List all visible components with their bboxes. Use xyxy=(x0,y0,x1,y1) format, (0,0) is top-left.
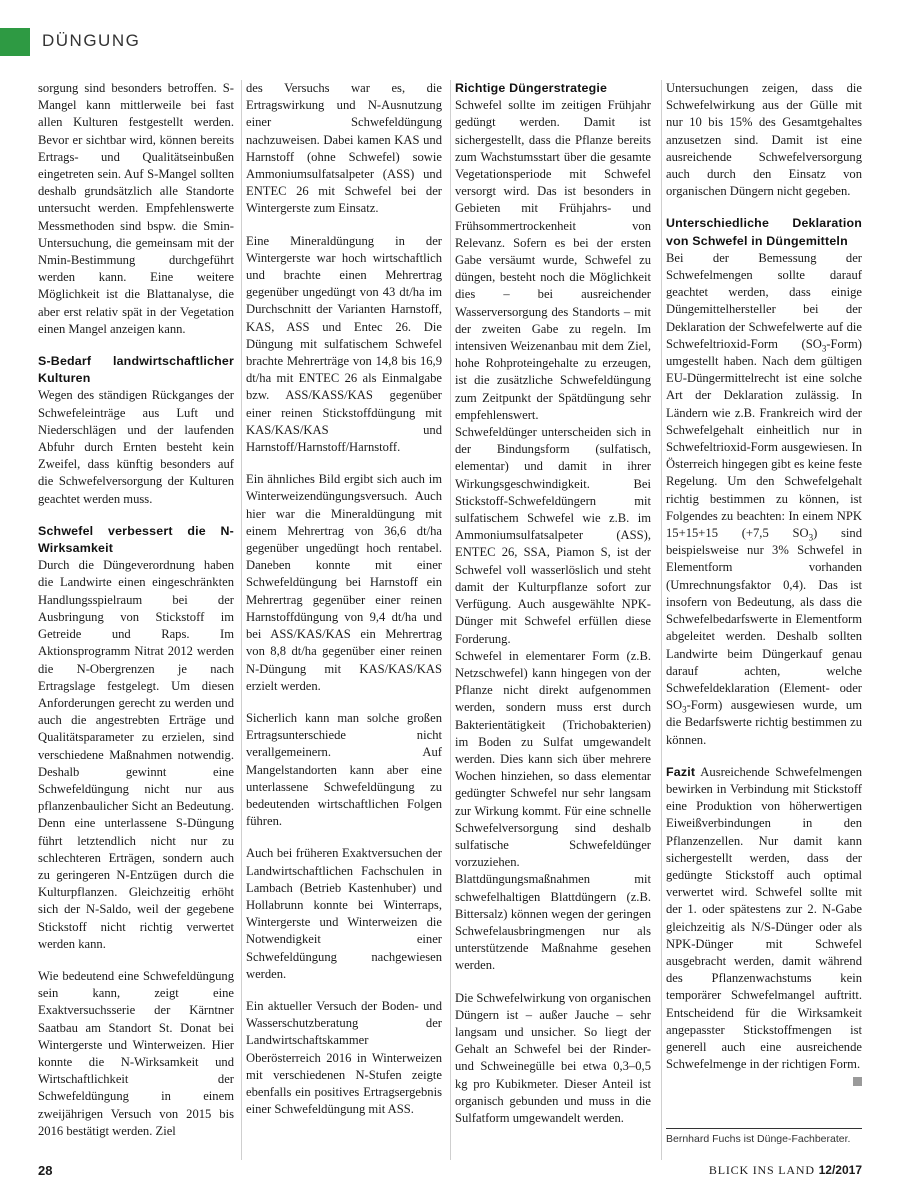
paragraph xyxy=(38,523,234,953)
paragraph-text: Bei der Bemessung der Schwefelmengen sollte darauf geachtet werden, dass einige Düngemittelhersteller bei der Deklaration der Schwefelwerte auf die Schwefeltrioxid-Form (SO xyxy=(666,250,862,351)
page-number: 28 xyxy=(38,1163,53,1178)
paragraph: Ein aktueller Versuch der Boden- und Wasserschutzberatung der Landwirtschaftskammer Oberösterreich 2016 in Winterweizen mit verschiedenen N-Stufen zeigte ebenfalls ein positives Ertragsergebnis einer Schwefeldüngung mit ASS. xyxy=(246,998,442,1117)
section-color-block xyxy=(0,28,30,56)
paragraph: sorgung sind besonders betroffen. S-Mangel kann mittlerweile bei fast allen Kulturen festgestellt werden. Bevor er sichtbar wird, können bereits Ertrags- und Qualitätseinbußen eingetreten sein. Auf S-Mangel sollten deshalb grundsätzlich alle Standorte untersucht werden. Empfehlenswerte Messmethoden sind bspw. die Smin-Untersuchung, die gemeinsam mit der Nmin-Bestimmung durchgeführt werden kann. Eine weitere Möglichkeit ist die Blattanalyse, die aber erst relativ spät in der Vegetation einen Mangel anzeigen kann. xyxy=(38,81,234,336)
column-divider xyxy=(450,80,451,1160)
paragraph xyxy=(666,215,862,748)
paragraph: Untersuchungen zeigen, dass die Schwefelwirkung aus der Gülle mit nur 10 bis 15% des Gesamtgehaltes anzusetzen sind. Damit ist eine ausreichende Schwefelversorgung auch durch den Einsatz von organischen Düngern nicht gegeben. xyxy=(666,81,862,199)
subheading: Schwefel verbessert die N-Wirksamkeit xyxy=(38,523,234,556)
paragraph: Die Schwefelwirkung von organischen Düngern ist – außer Jauche – sehr langsam und unsicher. So liegt der Gehalt an Schwefel bei der Rinder- und Schweinegülle bei etwa 0,3–0,5 kg pro Kubikmeter. Dieser Anteil ist organisch gebunden und muss in die Sulfatform umgewandelt werden. xyxy=(455,990,651,1125)
paragraph: Eine Mineraldüngung in der Wintergerste war hoch wirtschaftlich und brachte einen Mehrertrag gegenüber ungedüngt von 43 dt/ha im Durchschnitt der Varianten Harnstoff, KAS, ASS und Entec 26. Die Düngung mit sulfatischem Schwefel brachte Mehrerträge von 14,8 bis 16,9 dt/ha mit ENTEC 26 als Einmalgabe bzw. ASS/KASS/KAS gegenüber einer reinen Stickstoffdüngung mit KAS/KAS/KAS und Harnstoff/Harnstoff/Harnstoff. xyxy=(246,233,442,455)
article-column-3 xyxy=(455,80,651,1127)
section-label: DÜNGUNG xyxy=(42,31,141,50)
end-of-article-icon xyxy=(853,1077,862,1086)
subheading: Unterschiedliche Deklaration von Schwefel in Düngemitteln xyxy=(666,216,862,248)
subscript: 3 xyxy=(821,343,827,354)
subheading: S-Bedarf landwirtschaftlicher Kulturen xyxy=(38,354,234,386)
paragraph xyxy=(666,764,862,1074)
subheading: Fazit xyxy=(666,764,696,779)
author-note: Bernhard Fuchs ist Dünge-Fachberater. xyxy=(666,1133,851,1145)
paragraph-text: ) sind beispielsweise nur 3% Schwefel in Elementform vorhanden (Umrechnungsfaktor 0,4). Das ist insofern von Bedeutung, als dass die Schwefelbedarfswerte in Elementform abgeleitet werden. Deshalb sollten Landwirte beim Düngerkauf genau darauf achten, welche Schwefeldeklaration (Element- oder SO xyxy=(666,526,862,713)
paragraph-text: Wegen des ständigen Rückganges der Schwefeleinträge aus Luft und Niederschlägen und der laufenden Abfuhr durch Ernten besteht kein Zweifel, dass künftig besonders auf die Schwefelversorgung der Kulturen geachtet werden muss. xyxy=(38,388,234,506)
paragraph: Ein ähnliches Bild ergibt sich auch im Winterweizendüngungsversuch. Auch hier war die Mineraldüngung mit einem Mehrertrag von 36,6 dt/ha gegenüber ungedüngt hoch rentabel. Daneben konnte mit einer Schwefeldüngung bei Harnstoff ein Mehrertrag gegenüber einer reinen Harnstoffdüngung von 9,4 dt/ha und bei ASS/KAS/KAS ein Mehrertrag von 8,8 dt/ha gegenüber einer reinen N-Düngung mit KAS/KAS/KAS erzielt werden. xyxy=(246,472,442,693)
magazine-name: BLICK INS LAND xyxy=(708,1163,815,1177)
paragraph-text: Ausreichende Schwefelmengen bewirken in Verbindung mit Stickstoff eine Produktion von höherwertigen Eiweißverbindungen in den Pflanzenzellen. Nur damit kann sichergestellt werden, dass der gedüngte Stickstoff auch optimal verwertet wird. Schwefel sollte mit der 1. oder spätestens zur 2. N-Gabe gleichzeitig als N/S-Dünger oder als NPK-Dünger mit Schwefel ausgebracht werden, damit während des Pflanzenwachstums kein temporärer Schwefelmangel auftritt. Entscheidend für die Wirksamkeit angepasster Stickstoffmengen ist generell auch eine ausreichende Schwefelmenge in der richtigen Form. xyxy=(666,764,862,1072)
column-divider xyxy=(661,80,662,1160)
article-column-4 xyxy=(666,80,862,1086)
paragraph xyxy=(38,353,234,508)
footnote-rule xyxy=(666,1128,862,1129)
subscript: 3 xyxy=(682,704,687,715)
paragraph: Sicherlich kann man solche großen Ertragsunterschiede nicht verallgemeinern. Auf Mangelstandorten kann aber eine unterlassene Schwefeldüngung zu bedeutenden wirtschaftlichen Folgen führen. xyxy=(246,710,442,829)
paragraph xyxy=(455,80,651,424)
paragraph-text: Durch die Düngeverordnung haben die Landwirte einen eingeschränkten Handlungsspielraum bei der Ausbringung von Stickstoff im Getreide und Raps. Im Aktionsprogramm Nitrat 2012 werden die N-Obergrenzen je nach Ertragslage festgelegt. Um diesen Anforderungen gerecht zu werden und auch die angestrebten Erträge und Qualitätsparameter zu erzielen, sind verschiedene Maßnahmen notwendig. Deshalb gewinnt eine Schwefeldüngung nicht nur aus pflanzenbaulicher Sicht an Bedeutung. Denn eine unterlassene S-Düngung führt letztendlich nicht nur zu schlechteren Erträgen, sondern auch zu geringeren N-Entzügen durch die Kulturpflanzen. Gleichzeitig erhöht sich der N-Saldo, weil der gegebene Stickstoff nicht richtig verwertet werden kann. xyxy=(38,558,234,951)
article-column-2 xyxy=(246,80,442,1118)
article-column-1 xyxy=(38,80,234,1140)
subscript: 3 xyxy=(808,532,814,543)
paragraph: Wie bedeutend eine Schwefeldüngung sein kann, zeigt eine Exaktversuchsserie der Kärntner Saatbau am Standort St. Donat bei Wintergerste und Winterweizen. Hier konnte die N-Wirksamkeit und Wirtschaftlichkeit der Schwefeldüngung in einem zweijährigen Versuch von 2015 bis 2016 bestätigt werden. Ziel xyxy=(38,968,234,1138)
paragraph: Schwefeldünger unterscheiden sich in der Bindungsform (sulfatisch, elementar) und damit in ihrer Wirkungsgeschwindigkeit. Bei Stickstoff-Schwefeldüngern mit sulfatischem Schwefel wie z.B. im Ammoniumsulfatsalpeter (ASS), ENTEC 26, SSA, Piamon S, ist der Schwefel voll wasserlöslich und steht damit der Kulturpflanze sofort zur Verfügung. Auch ausgewählte NPK-Dünger mit Schwefel erfüllen diese Forderung. xyxy=(455,425,651,646)
paragraph-text: -Form) umgestellt haben. Nach dem gültigen EU-Düngermittelrecht ist eine solche Art der Deklaration zulässig. In Ländern wie z.B. Frankreich wird der Schwefelgehalt einheitlich nur in Schwefeltrioxid-Form ausgewiesen. In Österreich hingegen gibt es keine feste Regelung. Um den Schwefelgehalt richtig bestimmen zu können, ist Folgendes zu beachten: In einem NPK 15+15+15 (+7,5 SO xyxy=(666,336,862,541)
paragraph: Schwefel in elementarer Form (z.B. Netzschwefel) kann hingegen von der Pflanze nicht direkt aufgenommen werden, sondern muss erst durch Bakterientätigkeit (Trichobakterien) im Boden zu Sulfat umgewandelt werden. Dies kann sich über mehrere Wochen hinziehen, so dass elementar gedüngter Schwefel nur sehr langsam zur Wirkung kommt. Für eine schnelle Schwefelversorgung sind deshalb sulfatische Schwefeldünger vorzuziehen. Blattdüngungsmaßnahmen mit schwefelhaltigen Blattdüngern (z.B. Bittersalz) können wegen der geringen Schwefelausbringmengen nur als unterstützende Maßnahme gesehen werden. xyxy=(455,648,651,973)
subheading: Richtige Düngerstrategie xyxy=(455,81,608,95)
issue-number: 12/2017 xyxy=(818,1163,862,1177)
column-divider xyxy=(241,80,242,1160)
paragraph: des Versuchs war es, die Ertragswirkung und N-Ausnutzung einer Schwefeldüngung nachzuweisen. Dabei kamen KAS und Harnstoff (ohne Schwefel) sowie Ammoniumsulfatsalpeter (ASS) und ENTEC 26 mit Schwefel bei der Wintergerste zum Einsatz. xyxy=(246,81,442,216)
paragraph-text: Schwefel sollte im zeitigen Frühjahr gedüngt werden. Damit ist sichergestellt, dass die Pflanze bereits zum Wachstumsstart über die gesamte Vegetationsperiode mit Schwefel versorgt wird. Das ist besonders in Gebieten mit Frühjahrs- und Frühsommertrockenheit von Relevanz. Sofern es bei der ersten Gabe versäumt wurde, Schwefel zu düngen, besteht noch die Möglichkeit dies – bei ausreichender Wasserversorgung des Standorts – mit der zweiten Gabe zu regeln. Im intensiven Weizenanbau mit dem Ziel, hohe Rohproteingehalte zu erzeugen, ist die zusätzliche Schwefeldüngung zum Zeitpunkt der Spätdüngung sehr empfehlenswert. xyxy=(455,98,651,422)
paragraph: Auch bei früheren Exaktversuchen der Landwirtschaftlichen Fachschulen in Lambach (Betrieb Kastenhuber) und Hollabrunn konnte bei Winterraps, Wintergerste und Winterweizen die Notwendigkeit einer Schwefeldüngung nachgewiesen werden. xyxy=(246,846,442,981)
paragraph-text: -Form) ausgewiesen wurde, um die Bedarfswerte richtig bestimmen zu können. xyxy=(666,698,862,747)
magazine-footer xyxy=(709,1163,862,1178)
